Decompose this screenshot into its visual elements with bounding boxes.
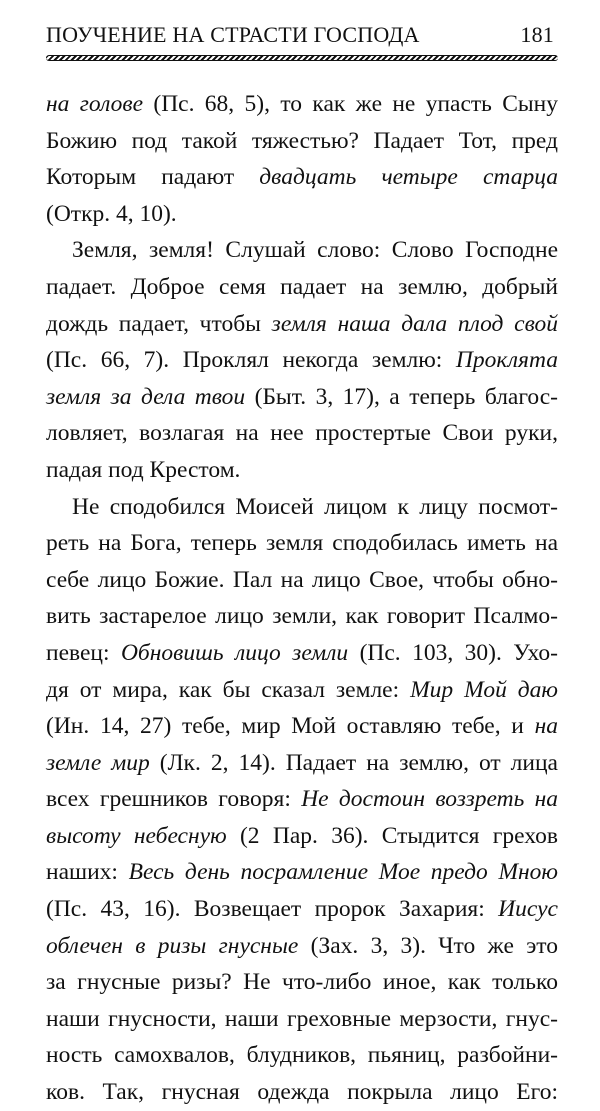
text-segment: певец: [46,639,121,666]
text-segment: падает. Доброе семя падает на землю, добрый [46,273,558,300]
text-segment: дя от мира, как бы сказал земле: [46,676,411,703]
text-line [46,159,558,196]
text-segment: Которым падают [46,164,260,191]
text-segment: ность самохвалов, блудников, пьяниц, разбойни- [46,1042,558,1069]
text-segment: (Ин. 14, 27) тебе, мир Мой оставляю тебе, и [46,713,535,740]
text-segment: себе лицо Божие. Пал на лицо Свое, чтобы обно- [46,566,558,593]
scripture-quote: высоту небесную [46,822,227,849]
scripture-quote: облечен в ризы гнусные [46,932,299,959]
text-line [46,306,558,343]
text-line [46,379,558,416]
text-line [46,1074,558,1111]
text-line [46,635,558,672]
text-line [46,452,558,489]
text-segment: Не сподобился Моисей лицом к лицу посмот- [72,493,558,520]
scripture-quote: Мир Мой даю [410,676,558,703]
header-rope-divider [46,55,558,61]
text-line [46,1001,558,1038]
text-segment: (Пс. 103, 30). Ухо- [348,639,558,666]
running-header [46,22,558,52]
text-segment: вить застарелое лицо земли, как говорит Псалмо- [46,603,558,630]
text-segment: (Пс. 68, 5), то как же не упасть Сыну [143,91,559,117]
text-line [46,196,558,233]
text-segment: (Пс. 66, 7). Проклял некогда землю: [46,347,456,374]
scripture-quote: Весь день посрамление Мое предо Мною [128,859,558,886]
text-line [46,232,558,269]
text-segment: Земля, земля! Слушай слово: Слово Господне [72,237,558,264]
text-line [46,781,558,818]
text-line [46,672,558,709]
scripture-quote: земля за дела твои [46,383,246,410]
text-line [46,745,558,782]
text-segment: наших: [46,859,129,886]
text-segment: (2 Пар. 36). Стыдится грехов [226,822,558,849]
text-segment: (Быт. 3, 17), а теперь благос- [245,383,559,410]
text-line [46,818,558,855]
page-number: 181 [520,22,554,47]
text-segment: (Лк. 2, 14). Падает на землю, от лица [149,749,558,776]
text-segment: (Зах. 3, 3). Что же это [298,932,558,959]
scripture-quote: на [534,713,558,740]
text-segment: ловляет, возлагая на нее простертые Свои руки, [46,420,558,447]
scripture-quote: земле мир [46,749,150,776]
scripture-quote: Не достоин воззреть на [301,786,559,813]
text-segment: (Пс. 43, 16). Возвещает пророк Захария: [46,896,499,923]
text-line [46,489,558,526]
text-line [46,342,558,379]
text-line [46,928,558,965]
text-line [46,562,558,599]
text-segment: дождь падает, чтобы [46,310,272,337]
text-line [46,854,558,891]
text-line [46,123,558,160]
scripture-quote: земля наша дала плод свой [271,310,558,337]
running-title: ПОУЧЕНИЕ НА СТРАСТИ ГОСПОДА [46,22,420,47]
text-line [46,269,558,306]
scripture-quote: двадцать четыре старца [259,164,558,191]
text-line [46,415,558,452]
scripture-quote: Иисус [498,896,558,923]
text-line [46,964,558,1001]
scripture-quote: Обновишь лицо земли [120,639,349,666]
text-line [46,1037,558,1074]
scripture-quote: Проклята [455,347,558,374]
text-line [46,891,558,928]
scripture-quote: на голове [46,91,144,117]
text-segment: (Откр. 4, 10). [46,200,177,227]
text-segment: ков. Так, гнусная одежда покрыла лицо Его: [46,1079,558,1106]
body-text [46,86,558,1111]
text-line [46,708,558,745]
text-segment: за гнусные ризы? Не что-либо иное, как только [46,969,558,996]
text-segment: падая под Крестом. [46,456,241,483]
text-line [46,598,558,635]
text-line [46,86,558,123]
text-segment: наши гнусности, наши греховные мерзости, гнус- [46,1005,558,1032]
text-line [46,525,558,562]
text-segment: реть на Бога, теперь земля сподобилась иметь на [46,530,558,557]
text-segment: Божию под такой тяжестью? Падает Тот, пред [46,127,558,154]
text-segment: всех грешников говоря: [46,786,302,813]
